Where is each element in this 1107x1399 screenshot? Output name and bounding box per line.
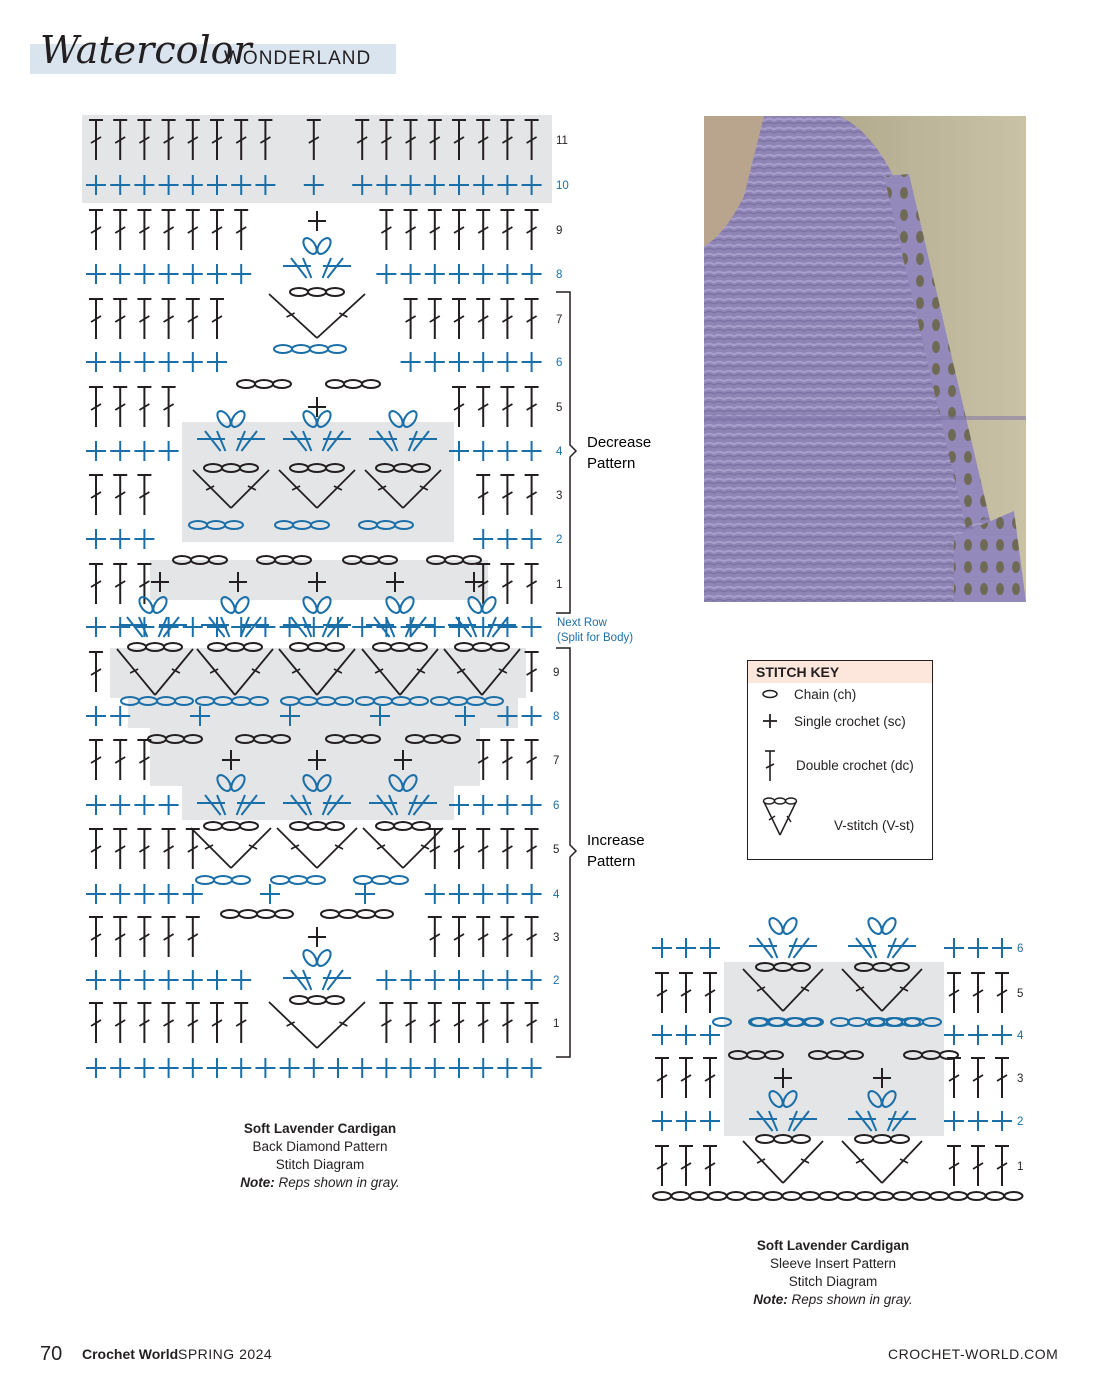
cardigan-photo <box>704 116 1026 602</box>
v-stitch-icon <box>764 798 797 835</box>
back-caption <box>200 1120 440 1192</box>
next-row-sub: (Split for Body) <box>557 632 634 644</box>
next-row-label: Next Row <box>557 617 607 629</box>
sleeve-row-number: 4 <box>1017 1030 1024 1042</box>
sleeve-row-number: 5 <box>1017 988 1024 1000</box>
increase-row-number: 5 <box>553 844 560 856</box>
sleeve-rep-gray <box>724 962 944 1136</box>
header-caps-title: WONDERLAND <box>224 48 372 69</box>
increase-row-number: 4 <box>553 889 560 901</box>
back-caption-line1: Back Diamond Pattern <box>252 1139 388 1154</box>
increase-row-number: 1 <box>553 1018 560 1030</box>
decrease-row-number: 1 <box>556 579 563 591</box>
footer-url: CROCHET-WORLD.COM <box>888 1346 1059 1362</box>
decrease-row-number: 2 <box>556 534 563 546</box>
increase-row-number: 8 <box>553 711 560 723</box>
double-crochet-icon <box>765 751 775 781</box>
back-caption-note-text: Reps shown in gray. <box>274 1175 400 1190</box>
sleeve-row-number: 6 <box>1017 943 1024 955</box>
sleeve-caption-line1: Sleeve Insert Pattern <box>769 1256 897 1271</box>
stitch-key <box>747 660 933 860</box>
footer-magazine: Crochet World <box>82 1346 179 1362</box>
decrease-row-number: 8 <box>556 269 563 281</box>
decrease-label-1: Decrease <box>587 434 652 451</box>
increase-row-number: 2 <box>553 975 560 987</box>
key-label-chain: Chain (ch) <box>794 687 857 702</box>
header-script-title: Watercolor <box>40 28 252 72</box>
decrease-row-number: 10 <box>556 180 569 192</box>
increase-row-number: 9 <box>553 667 560 679</box>
sleeve-caption-note-text: Reps shown in gray. <box>787 1292 913 1307</box>
sleeve-row-number: 2 <box>1017 1116 1024 1128</box>
footer-season: SPRING 2024 <box>178 1346 273 1362</box>
chain-icon <box>763 691 777 698</box>
decrease-row-number: 7 <box>556 314 563 326</box>
key-label-vst: V-stitch (V-st) <box>834 818 915 833</box>
decrease-row-number: 9 <box>556 225 563 237</box>
sleeve-row-number: 3 <box>1017 1073 1024 1085</box>
back-caption-line2: Stitch Diagram <box>275 1157 365 1172</box>
sleeve-row-numbers <box>1017 943 1024 1173</box>
decrease-row-number: 3 <box>556 490 563 502</box>
back-caption-title: Soft Lavender Cardigan <box>243 1121 397 1136</box>
sleeve-caption-title: Soft Lavender Cardigan <box>756 1238 910 1253</box>
decrease-bracket <box>556 292 651 613</box>
single-crochet-icon <box>763 714 777 728</box>
sleeve-caption-line2: Stitch Diagram <box>788 1274 878 1289</box>
sleeve-caption-note-label: Note: <box>753 1292 788 1307</box>
back-caption-note-label: Note: <box>240 1175 275 1190</box>
decrease-row-number: 11 <box>556 135 568 147</box>
increase-row-number: 7 <box>553 755 560 767</box>
decrease-label-2: Pattern <box>587 455 636 472</box>
stitch-key-title: STITCH KEY <box>748 661 932 683</box>
decrease-row-number: 5 <box>556 402 563 414</box>
increase-label-2: Pattern <box>587 853 636 870</box>
key-label-sc: Single crochet (sc) <box>794 714 906 729</box>
decrease-row-number: 4 <box>556 446 563 458</box>
increase-label-1: Increase <box>587 832 645 849</box>
key-label-dc: Double crochet (dc) <box>796 758 914 773</box>
increase-bracket <box>556 648 645 1057</box>
increase-row-number: 6 <box>553 800 560 812</box>
footer-page-number: 70 <box>40 1343 63 1365</box>
sleeve-row-number: 1 <box>1017 1161 1024 1173</box>
decrease-row-number: 6 <box>556 357 563 369</box>
increase-row-number: 3 <box>553 932 560 944</box>
sleeve-caption <box>713 1237 953 1309</box>
row-numbers <box>553 135 569 1030</box>
